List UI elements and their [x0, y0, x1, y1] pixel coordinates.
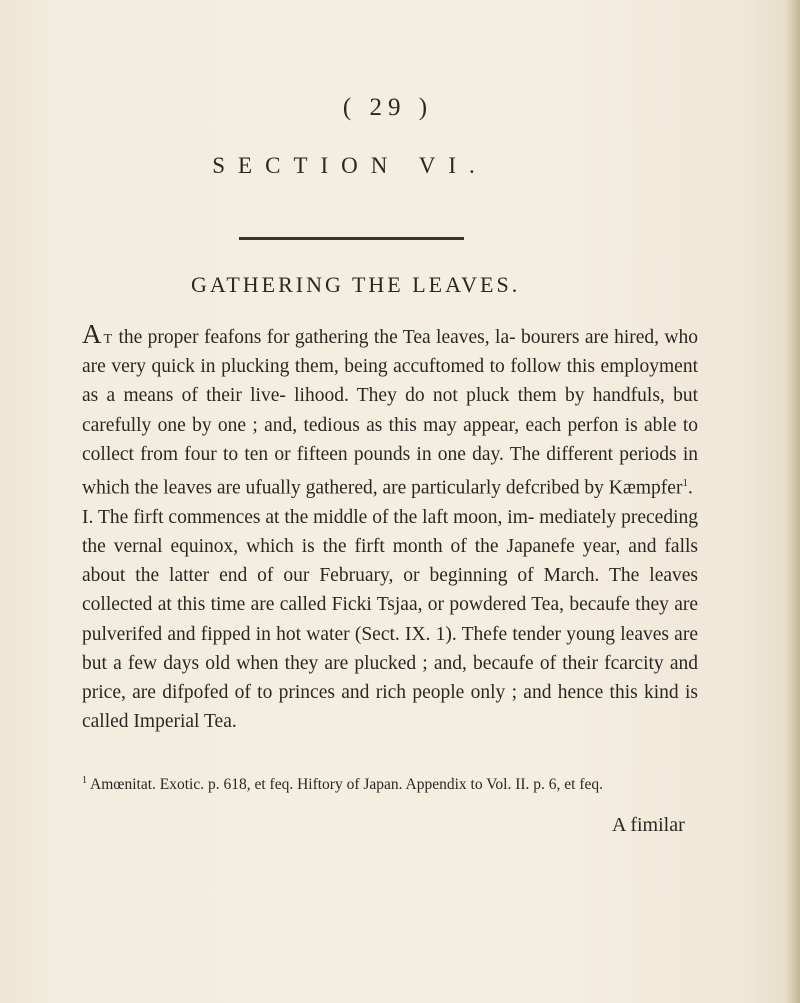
chapter-title: GATHERING THE LEAVES.: [191, 272, 521, 297]
footnote: [82, 770, 698, 796]
section-heading: SECTION VI.: [212, 153, 488, 178]
paragraph-2: I. The firft commences at the middle of the laft moon, im- mediately preceding the vernal equinox, which is the firft month of the Japanefe year, and falls about the latter end of our February, or beginning of March. The leaves collected at this time are called Ficki Tsjaa, or powdered Tea, becaufe they are pulverifed and fipped in hot water (Sect. IX. 1). Thefe tender young leaves are but a few days old when they are plucked ; and, becaufe of their fcarcity and price, are difpofed of to princes and rich people only ; and hence this kind is called Imperial Tea.: [82, 506, 698, 733]
page-edge: [786, 0, 800, 1003]
footnote-reference: 1: [682, 477, 688, 490]
body-text: [82, 320, 698, 736]
lead-rest: t: [103, 327, 114, 348]
paragraph-1: [82, 320, 698, 503]
lead-letter: A: [82, 319, 104, 349]
paragraph-1-text: the proper feafons for gathering the Tea leaves, la- bourers are hired, who are very quick in plucking them, being accuftomed to follow this employment as a means of their live- lihood. They do not pluck them by handfuls, but carefully one by one ; and, tedious as this may appear, each perfon is able to collect from four to ten or fifteen pounds in one day. The different periods in which the leaves are ufually gathered, are particularly defcribed by Kæmpfer: [82, 327, 698, 499]
page-number: ( 29 ): [342, 94, 434, 121]
catchword: A fimilar: [612, 814, 685, 836]
paragraph-1-end: .: [687, 477, 693, 499]
footnote-mark: 1: [82, 775, 87, 786]
heading-rule: [239, 237, 464, 240]
footnote-text: Amœnitat. Exotic. p. 618, et feq. Hiftory of Japan. Appendix to Vol. II. p. 6, et feq.: [87, 776, 604, 794]
